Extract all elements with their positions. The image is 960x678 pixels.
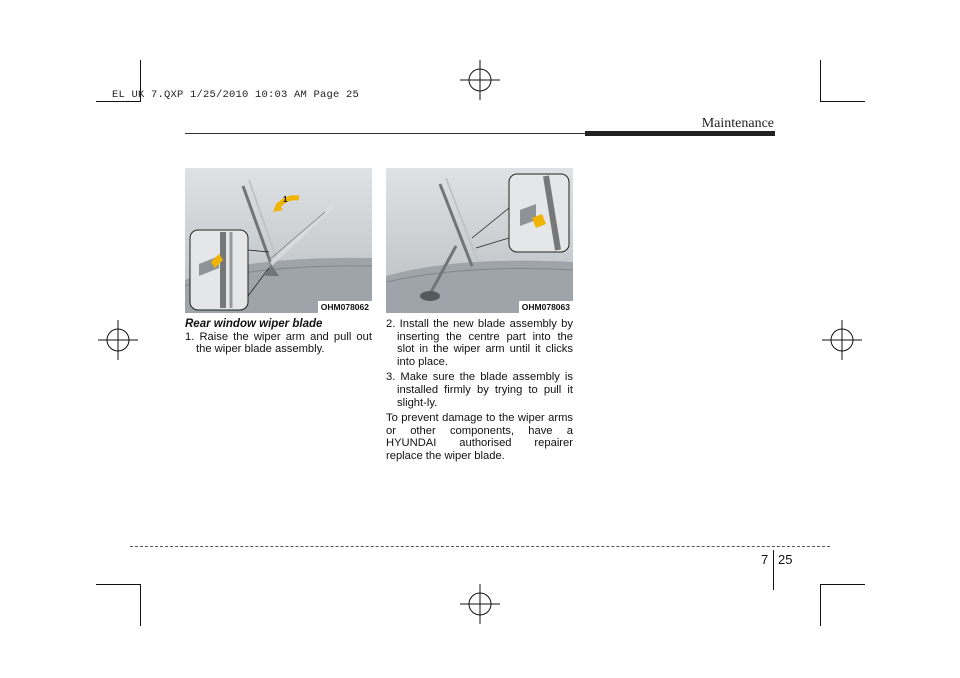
page-number: 25	[778, 552, 793, 567]
callout-number: 1	[283, 195, 288, 204]
section-title: Maintenance	[701, 116, 774, 131]
footer-rule	[130, 546, 830, 547]
page-number-divider	[773, 550, 774, 590]
figure-code: OHM078063	[519, 301, 573, 313]
step-3: 3. Make sure the blade assembly is installed firmly by trying to pull it slight-ly.	[386, 371, 573, 409]
registration-mark-bottom	[458, 582, 502, 626]
left-column	[185, 318, 372, 359]
step-1: 1. Raise the wiper arm and pull out the wiper blade assembly.	[185, 330, 372, 356]
registration-mark-top	[458, 58, 502, 102]
step-2: 2. Install the new blade assembly by inserting the centre part into the slot in the wiper arm until it clicks into place.	[386, 318, 573, 368]
chapter-number: 7	[761, 552, 769, 567]
registration-mark-right	[820, 318, 864, 362]
section-heading: Rear window wiper blade	[185, 318, 323, 330]
header-bar	[585, 131, 775, 136]
wiper-install-illustration	[386, 168, 573, 313]
repair-note: To prevent damage to the wiper arms or other components, have a HYUNDAI authorised repairer replace the wiper blade.	[386, 412, 573, 462]
right-column	[386, 318, 573, 463]
wiper-removal-illustration	[185, 168, 372, 313]
figure-install-blade	[386, 168, 573, 313]
print-slug: EL UK 7.QXP 1/25/2010 10:03 AM Page 25	[112, 89, 360, 101]
figure-remove-blade	[185, 168, 372, 313]
figure-code: OHM078062	[318, 301, 372, 313]
registration-mark-left	[96, 318, 140, 362]
